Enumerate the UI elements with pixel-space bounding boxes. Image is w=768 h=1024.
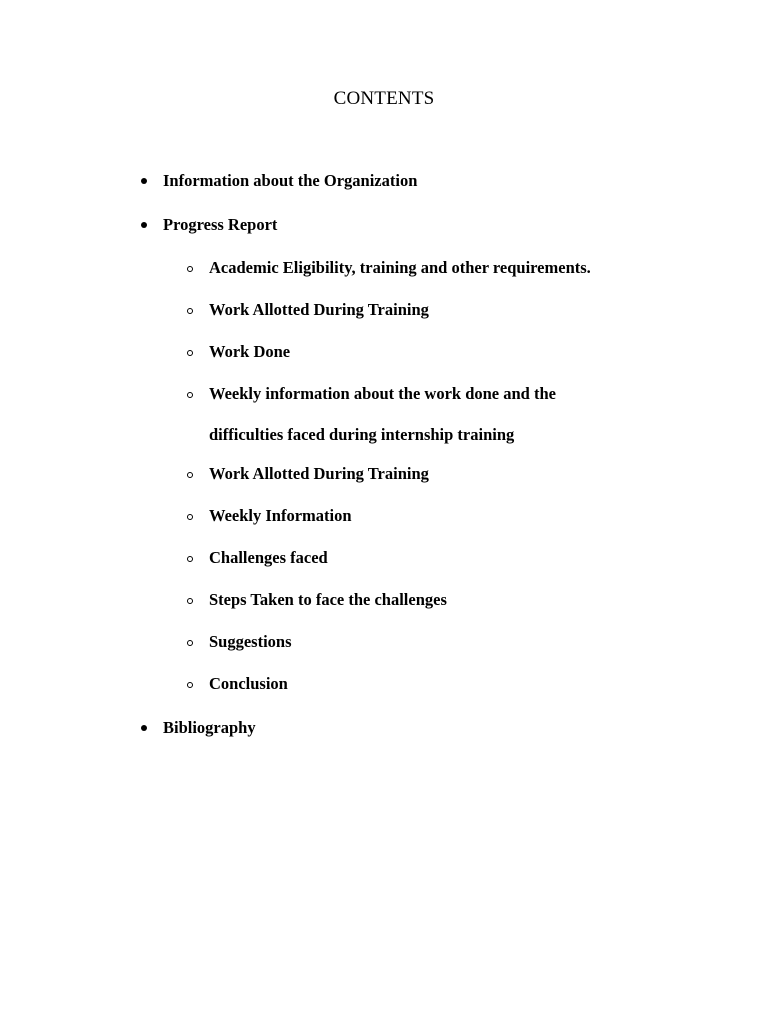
- bullet-icon: [141, 725, 147, 731]
- circle-bullet-icon: [187, 266, 193, 272]
- circle-bullet-icon: [187, 350, 193, 356]
- page-title: CONTENTS: [333, 88, 435, 109]
- toc-subitem-work-allotted: Work Allotted During Training: [209, 300, 429, 319]
- toc-item-progress-report: Progress Report: [163, 215, 278, 234]
- toc-subitem-weekly-info: Weekly Information: [209, 506, 352, 525]
- bullet-icon: [141, 178, 147, 184]
- bullet-icon: [141, 222, 147, 228]
- toc-subitem-conclusion: Conclusion: [209, 674, 288, 693]
- toc-subitem-steps-taken: Steps Taken to face the challenges: [209, 590, 447, 609]
- toc-subitem-work-done: Work Done: [209, 342, 291, 361]
- toc-subitem-weekly-information-line1: Weekly information about the work done and the: [209, 384, 556, 403]
- toc-item-organization: Information about the Organization: [163, 171, 418, 190]
- circle-bullet-icon: [187, 556, 193, 562]
- toc-subitem-suggestions: Suggestions: [209, 632, 292, 651]
- toc-subitem-weekly-information-line2: difficulties faced during internship training: [209, 425, 515, 444]
- toc-subitem-work-allotted-2: Work Allotted During Training: [209, 464, 429, 483]
- circle-bullet-icon: [187, 598, 193, 604]
- circle-bullet-icon: [187, 682, 193, 688]
- circle-bullet-icon: [187, 514, 193, 520]
- circle-bullet-icon: [187, 472, 193, 478]
- toc-subitem-academic-eligibility: Academic Eligibility, training and other requirements.: [209, 258, 591, 277]
- circle-bullet-icon: [187, 640, 193, 646]
- circle-bullet-icon: [187, 392, 193, 398]
- toc-item-bibliography: Bibliography: [163, 718, 256, 737]
- circle-bullet-icon: [187, 308, 193, 314]
- toc-subitem-challenges: Challenges faced: [209, 548, 328, 567]
